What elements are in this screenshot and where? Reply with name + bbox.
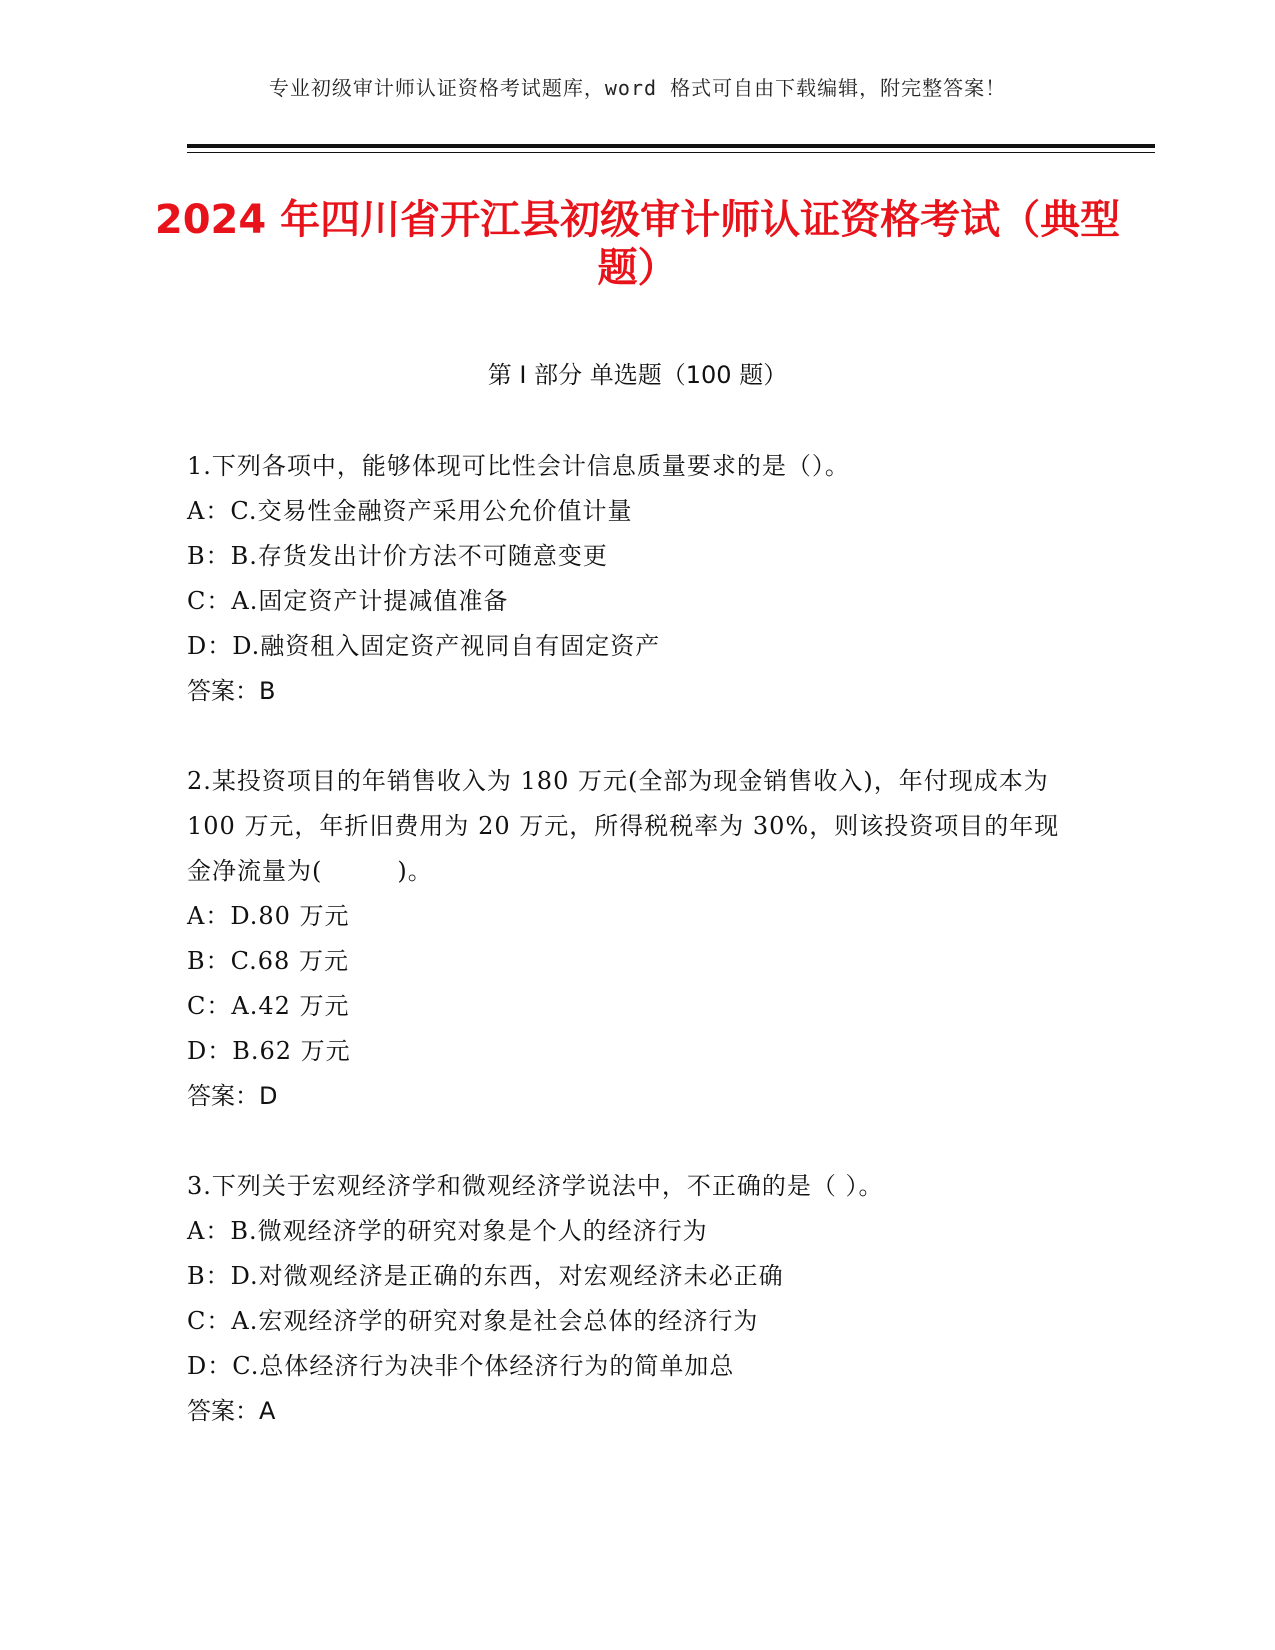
header-divider-thick [187,144,1155,148]
header-note: 专业初级审计师认证资格考试题库，word 格式可自由下载编辑，附完整答案！ [268,76,1007,100]
answer-line: 答案：A [187,1397,276,1425]
option-c: C：A.固定资产计提减值准备 [187,587,509,615]
option-c: C：A.42 万元 [187,992,350,1020]
section-heading: 第 I 部分 单选题（100 题） [487,361,788,389]
question-stem: 2.某投资项目的年销售收入为 180 万元(全部为现金销售收入)，年付现成本为 100 万元，年折旧费用为 20 万元，所得税税率为 30%，则该投资项目的年现金净流量为( )。 [187,767,1060,885]
answer-line: 答案：D [187,1082,278,1110]
header-divider-thin [187,152,1155,153]
option-b: B：D.对微观经济是正确的东西，对宏观经济未必正确 [187,1262,784,1290]
option-d: D：C.总体经济行为决非个体经济行为的简单加总 [187,1352,735,1380]
question-1 [187,444,1067,714]
document-title: 2024 年四川省开江县初级审计师认证资格考试（典型题） [154,197,1121,291]
question-2 [187,759,1067,1119]
option-b: B：B.存货发出计价方法不可随意变更 [187,542,608,570]
question-list [187,444,1067,1479]
option-b: B：C.68 万元 [187,947,349,975]
question-stem: 1.下列各项中，能够体现可比性会计信息质量要求的是（）。 [187,452,850,480]
question-3 [187,1164,1067,1434]
option-a: A：C.交易性金融资产采用公允价值计量 [187,497,633,525]
question-stem: 3.下列关于宏观经济学和微观经济学说法中，不正确的是（ ）。 [187,1172,884,1200]
option-a: A：B.微观经济学的研究对象是个人的经济行为 [187,1217,708,1245]
option-d: D：B.62 万元 [187,1037,351,1065]
option-a: A：D.80 万元 [187,902,350,930]
option-d: D：D.融资租入固定资产视同自有固定资产 [187,632,661,660]
answer-line: 答案：B [187,677,276,705]
option-c: C：A.宏观经济学的研究对象是社会总体的经济行为 [187,1307,759,1335]
